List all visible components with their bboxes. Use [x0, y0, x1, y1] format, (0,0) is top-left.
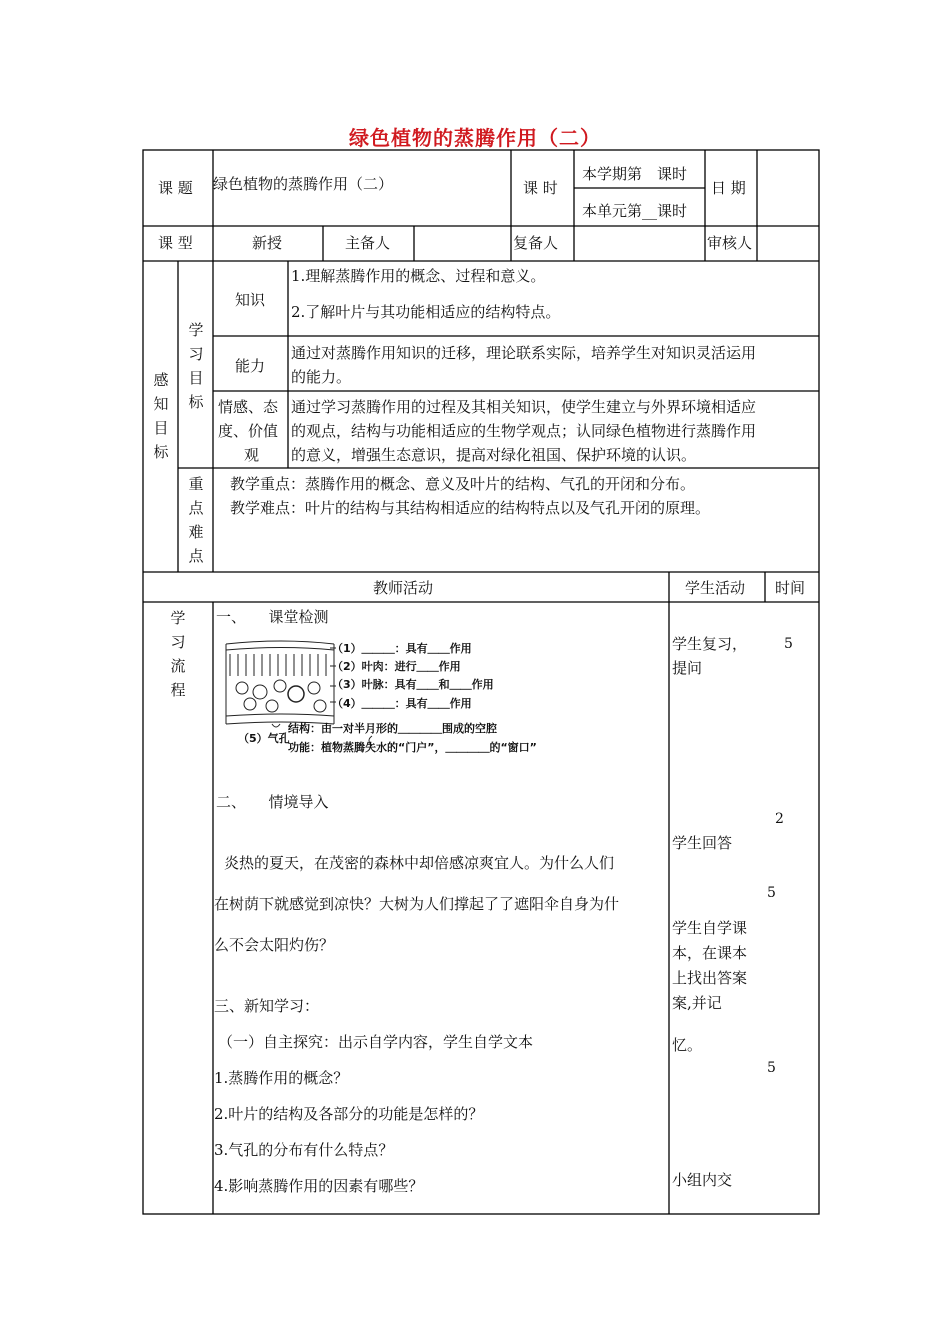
key-point: 教学重点：蒸腾作用的概念、意义及叶片的结构、气孔的开闭和分布。 [230, 475, 696, 493]
attitude-label: 情感、态 [218, 398, 279, 416]
student-activity: 学生自学课 [672, 919, 748, 937]
objectives-group-label: 感知目标 [153, 371, 169, 461]
attitude-text: 的观点，结构与功能相适应的生物学观点；认同绿色植物进行蒸腾作用 [291, 422, 757, 440]
type-label: 课 型 [158, 234, 193, 252]
student-activity: 案,并记 [672, 994, 722, 1012]
ability-text: 的能力。 [291, 368, 352, 386]
student-column-header: 学生活动 [685, 579, 746, 597]
knowledge-item: 2.了解叶片与其功能相适应的结构特点。 [291, 303, 561, 321]
self-study-subsection: （一）自主探究：出示自学内容，学生自学文本 [218, 1033, 534, 1051]
section-classroom-test: 一、 课堂检测 [216, 608, 329, 626]
type-value: 新授 [252, 234, 283, 252]
question-item: 2.叶片的结构及各部分的功能是怎样的？ [214, 1105, 484, 1123]
approver-label: 审核人 [707, 234, 753, 252]
time-value: 5 [767, 1060, 776, 1076]
leaf-structure-diagram [222, 636, 612, 762]
student-activity: 小组内交 [672, 1171, 733, 1189]
diagram-label-stoma-structure: 结构：由一对半月形的＿＿＿＿围成的空腔 [288, 722, 497, 735]
reviewer-label: 复备人 [513, 234, 559, 252]
attitude-label: 度、价值 [218, 422, 279, 440]
section-new-learning: 三、新知学习： [214, 997, 320, 1015]
diagram-label-stoma-function: 功能：植物蒸腾失水的“门户”，＿＿＿＿的“窗口” [288, 741, 537, 754]
period-term: 本学期第 课时 [582, 165, 688, 183]
process-side-label: 学习流程 [170, 609, 186, 699]
period-label: 课 时 [523, 179, 558, 197]
attitude-text: 的意义，增强生态意识，提高对绿化祖国、保护环境的认识。 [291, 446, 697, 464]
diagram-label-epidermis-lower: （4）＿＿＿：具有＿＿作用 [332, 697, 472, 710]
question-item: 4.影响蒸腾作用的因素有哪些？ [214, 1177, 424, 1195]
diagram-label-vein: （3）叶脉：具有＿＿和＿＿作用 [332, 678, 494, 691]
learning-objectives-label: 学习目标 [188, 321, 204, 411]
student-activity: 忆。 [672, 1036, 703, 1054]
time-value: 2 [775, 811, 784, 827]
teacher-column-header: 教师活动 [373, 579, 434, 597]
student-activity: 上找出答案 [672, 969, 748, 987]
knowledge-item: 1.理解蒸腾作用的概念、过程和意义。 [291, 267, 546, 285]
topic-label: 课 题 [158, 179, 193, 197]
time-value: 5 [767, 885, 776, 901]
attitude-text: 通过学习蒸腾作用的过程及其相关知识，使学生建立与外界环境相适应 [291, 398, 757, 416]
preparer-label: 主备人 [345, 234, 391, 252]
intro-text: 炎热的夏天，在茂密的森林中却倍感凉爽宜人。为什么人们 [224, 854, 615, 872]
attitude-label: 观 [244, 446, 260, 464]
page-title: 绿色植物的蒸腾作用（二） [349, 126, 601, 150]
time-value: 5 [784, 636, 793, 652]
student-activity: 学生复习， [672, 635, 748, 653]
diagram-label-stoma: （5）气孔 [238, 732, 290, 745]
knowledge-label: 知识 [235, 291, 266, 309]
intro-text: 在树荫下就感觉到凉快？大树为人们撑起了了遮阳伞自身为什 [214, 895, 620, 913]
diagram-label-epidermis-upper: （1）＿＿＿：具有＿＿作用 [332, 642, 472, 655]
time-column-header: 时间 [775, 579, 806, 597]
date-label: 日 期 [711, 179, 746, 197]
difficult-point: 教学难点：叶片的结构与其结构相适应的结构特点以及气孔开闭的原理。 [230, 499, 711, 517]
student-activity: 本，在课本 [672, 944, 748, 962]
key-points-label: 重点难点 [188, 475, 204, 565]
student-activity: 学生回答 [672, 834, 733, 852]
ability-text: 通过对蒸腾作用知识的迁移，理论联系实际，培养学生对知识灵活运用 [291, 344, 757, 362]
intro-text: 么不会太阳灼伤？ [214, 936, 335, 954]
period-unit: 本单元第__课时 [582, 202, 688, 220]
topic-value: 绿色植物的蒸腾作用（二） [213, 175, 394, 193]
student-activity: 提问 [672, 659, 703, 677]
ability-label: 能力 [235, 357, 266, 375]
question-item: 3.气孔的分布有什么特点？ [214, 1141, 394, 1159]
section-scenario: 二、 情境导入 [216, 793, 329, 811]
question-item: 1.蒸腾作用的概念？ [214, 1069, 349, 1087]
diagram-label-mesophyll: （2）叶肉：进行＿＿作用 [332, 660, 461, 673]
